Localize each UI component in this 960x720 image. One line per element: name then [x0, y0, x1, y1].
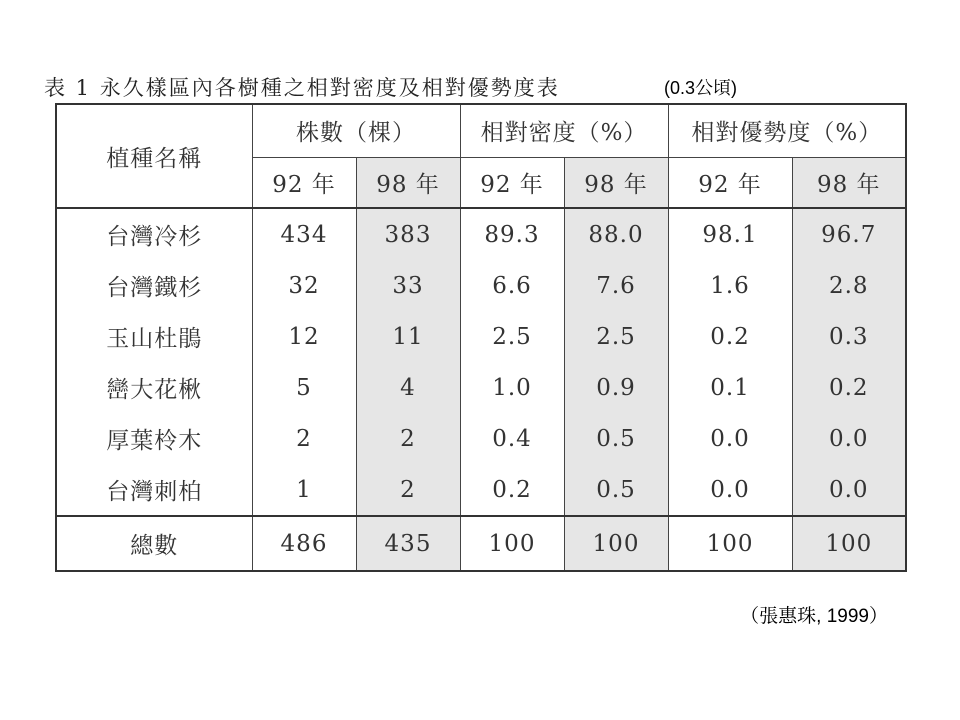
value-cell: 0.2	[460, 464, 564, 516]
value-cell: 2.5	[460, 311, 564, 362]
value-cell: 7.6	[564, 260, 668, 311]
value-cell: 1.6	[668, 260, 792, 311]
value-cell: 0.0	[792, 464, 906, 516]
value-cell: 88.0	[564, 208, 668, 260]
total-cell: 486	[252, 516, 356, 571]
value-cell: 1.0	[460, 362, 564, 413]
total-cell: 435	[356, 516, 460, 571]
value-cell: 98.1	[668, 208, 792, 260]
value-cell: 6.6	[460, 260, 564, 311]
total-cell: 100	[564, 516, 668, 571]
value-cell: 2.8	[792, 260, 906, 311]
value-cell: 0.0	[668, 413, 792, 464]
header-relative-dominance: 相對優勢度（%）	[668, 104, 906, 157]
year-header: 98 年	[356, 157, 460, 208]
value-cell: 1	[252, 464, 356, 516]
value-cell: 0.3	[792, 311, 906, 362]
table-row	[56, 260, 906, 311]
header-species-name: 植種名稱	[56, 104, 252, 208]
value-cell: 0.5	[564, 464, 668, 516]
year-header: 98 年	[792, 157, 906, 208]
total-cell: 100	[668, 516, 792, 571]
value-cell: 0.4	[460, 413, 564, 464]
year-header: 92 年	[668, 157, 792, 208]
species-name-cell: 台灣冷杉	[56, 208, 252, 260]
value-cell: 434	[252, 208, 356, 260]
value-cell: 4	[356, 362, 460, 413]
total-cell: 100	[792, 516, 906, 571]
table-row	[56, 362, 906, 413]
value-cell: 0.5	[564, 413, 668, 464]
header-tree-count: 株數（棵）	[252, 104, 460, 157]
value-cell: 0.0	[668, 464, 792, 516]
species-name-cell: 巒大花楸	[56, 362, 252, 413]
value-cell: 0.9	[564, 362, 668, 413]
value-cell: 12	[252, 311, 356, 362]
value-cell: 2	[356, 413, 460, 464]
value-cell: 0.0	[792, 413, 906, 464]
value-cell: 0.2	[792, 362, 906, 413]
value-cell: 0.1	[668, 362, 792, 413]
species-name-cell: 厚葉柃木	[56, 413, 252, 464]
value-cell: 11	[356, 311, 460, 362]
table-row	[56, 311, 906, 362]
value-cell: 33	[356, 260, 460, 311]
value-cell: 96.7	[792, 208, 906, 260]
table-row	[56, 208, 906, 260]
value-cell: 5	[252, 362, 356, 413]
value-cell: 0.2	[668, 311, 792, 362]
value-cell: 2	[252, 413, 356, 464]
table-caption: 表 1 永久樣區內各樹種之相對密度及相對優勢度表	[44, 76, 560, 100]
year-header: 98 年	[564, 157, 668, 208]
value-cell: 32	[252, 260, 356, 311]
value-cell: 2	[356, 464, 460, 516]
species-table	[55, 103, 907, 572]
value-cell: 89.3	[460, 208, 564, 260]
value-cell: 383	[356, 208, 460, 260]
header-relative-density: 相對密度（%）	[460, 104, 668, 157]
species-name-cell: 台灣鐵杉	[56, 260, 252, 311]
total-row	[56, 516, 906, 571]
species-name-cell: 台灣刺柏	[56, 464, 252, 516]
total-label: 總數	[56, 516, 252, 571]
unit-note: (0.3公頃)	[664, 78, 738, 98]
value-cell: 2.5	[564, 311, 668, 362]
table-row	[56, 464, 906, 516]
year-header: 92 年	[460, 157, 564, 208]
source-citation: （張惠珠, 1999）	[740, 606, 888, 627]
table-row	[56, 413, 906, 464]
species-name-cell: 玉山杜鵑	[56, 311, 252, 362]
total-cell: 100	[460, 516, 564, 571]
year-header: 92 年	[252, 157, 356, 208]
